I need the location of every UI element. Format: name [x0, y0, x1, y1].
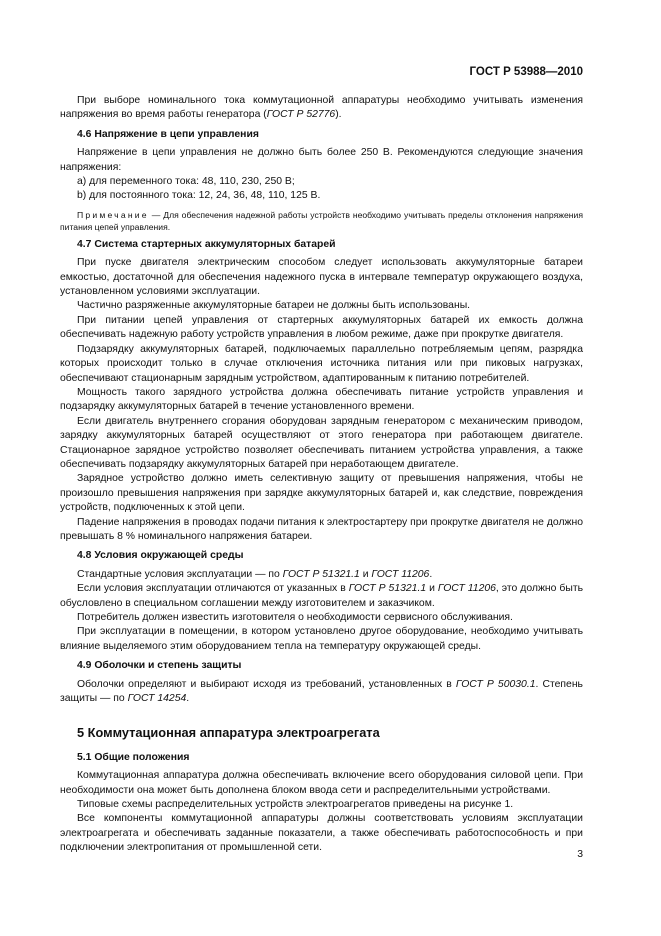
paragraph: Напряжение в цепи управления не должно быть более 250 В. Рекомендуются следующие значения напряжения: [60, 147, 583, 173]
heading-5-1: 5.1 Общие положения [77, 751, 190, 763]
paragraph: Если условия эксплуатации отличаются от указанных в ГОСТ Р 51321.1 и ГОСТ 11206, это должно быть обусловлено в специальном соглашении между изготовителем и заказчиком. [60, 583, 584, 609]
standard-ref: ГОСТ 11206 [437, 583, 496, 595]
paragraph: Подзарядку аккумуляторных батарей, подключаемых параллельно потребляемым цепям, разрядка которых происходит только в случае отключения источника питания или при пиковых нагрузках, обеспечивают стационарным зарядным устройством, адаптированным к питанию потребителей. [60, 343, 583, 384]
paragraph: При эксплуатации в помещении, в котором установлено другое оборудование, необходимо учитывать влияние выделяемого этим оборудованием тепла на температуру окружающей среды. [60, 626, 583, 652]
paragraph: Стандартные условия эксплуатации — по ГОСТ Р 51321.1 и ГОСТ 11206. [77, 568, 433, 580]
paragraph: Все компоненты коммутационной аппаратуры должны соответствовать условиям эксплуатации электроагрегата и обеспечивать заданные показатели, а также обеспечивать работоспособность и при подключении электропитания от промышленной сети. [60, 813, 583, 854]
paragraph-4-5-tail: При выборе номинального тока коммутационной аппаратуры необходимо учитывать изменения напряжения во время работы генератора (ГОСТ Р 52776). [60, 95, 583, 121]
paragraph: Коммутационная аппаратура должна обеспечивать включение всего оборудования силовой цепи. При необходимости она может быть дополнена блоком ввода сети и распределительными устройствами. [60, 770, 583, 796]
note-label: Примечание [77, 209, 149, 220]
standard-ref: ГОСТ 14254 [127, 693, 187, 705]
paragraph: При пуске двигателя электрическим способом следует использовать аккумуляторные батареи емкостью, достаточной для обеспечения надежного пуска в интервале температур окружающего воздуха, установленном условиями эксплуатации. [60, 257, 583, 298]
list-item: а) для переменного тока: 48, 110, 230, 250 В; [77, 176, 295, 188]
standard-ref: ГОСТ Р 51321.1 [282, 568, 360, 580]
heading-4-9: 4.9 Оболочки и степень защиты [77, 660, 242, 672]
paragraph: При питании цепей управления от стартерных аккумуляторных батарей их емкость должна обеспечивать надежную работу устройств управления в любом режиме, даже при прокрутке двигателя. [60, 314, 583, 341]
heading-4-7: 4.7 Система стартерных аккумуляторных батарей [77, 238, 336, 250]
standard-ref: ГОСТ Р 51321.1 [348, 583, 427, 595]
list-item: b) для постоянного тока: 12, 24, 36, 48, 110, 125 В. [77, 190, 321, 202]
paragraph: Мощность такого зарядного устройства должна обеспечивать питание устройств управления и подзарядку аккумуляторных батарей в течение установленного времени. [60, 386, 583, 413]
paragraph: Падение напряжения в проводах подачи питания к электростартеру при прокрутке двигателя не должно превышать 8 % номинального напряжения батареи. [60, 516, 583, 542]
standard-ref: ГОСТ Р 52776 [266, 109, 336, 121]
page-number: 3 [577, 849, 583, 860]
paragraph: Частично разряженные аккумуляторные батареи не должны быть использованы. [77, 300, 471, 312]
standard-ref: ГОСТ Р 50030.1 [455, 678, 536, 690]
heading-4-8: 4.8 Условия окружающей среды [77, 550, 244, 562]
note [60, 209, 583, 233]
paragraph: Потребитель должен известить изготовителя о необходимости сервисного обслуживания. [77, 612, 513, 623]
paragraph: Типовые схемы распределительных устройств электроагрегатов приведены на рисунке 1. [77, 799, 514, 811]
document-body [60, 94, 583, 856]
note-text: — Для обеспечения надежной работы устройств необходимо учитывать пределы отклонения напряжения питания цепей управления. [60, 209, 583, 232]
heading-section-5: 5 Коммутационная аппаратура электроагрегата [77, 725, 380, 741]
paragraph: Зарядное устройство должно иметь селективную защиту от превышения напряжения, чтобы не произошло превышения напряжения при зарядке аккумуляторных батарей и, как следствие, повреждения устройств, подключенных к этой цепи. [60, 473, 583, 514]
paragraph: Если двигатель внутреннего сгорания оборудован зарядным генератором с механическим приводом, зарядку аккумуляторных батарей осуществляют от этого генератора при работающем двигателе. Стационарное зарядное устройство позволяет обеспечивать питанием устройства управления, а также обеспечивать подзарядку аккумуляторных батарей при неработающем двигателе. [60, 415, 583, 470]
standard-ref: ГОСТ 11206 [371, 568, 430, 580]
paragraph: Оболочки определяют и выбирают исходя из требований, установленных в ГОСТ Р 50030.1. Степень защиты — по ГОСТ 14254. [60, 678, 583, 705]
heading-4-6: 4.6 Напряжение в цепи управления [77, 128, 259, 140]
standard-code-header: ГОСТ Р 53988—2010 [469, 66, 583, 78]
